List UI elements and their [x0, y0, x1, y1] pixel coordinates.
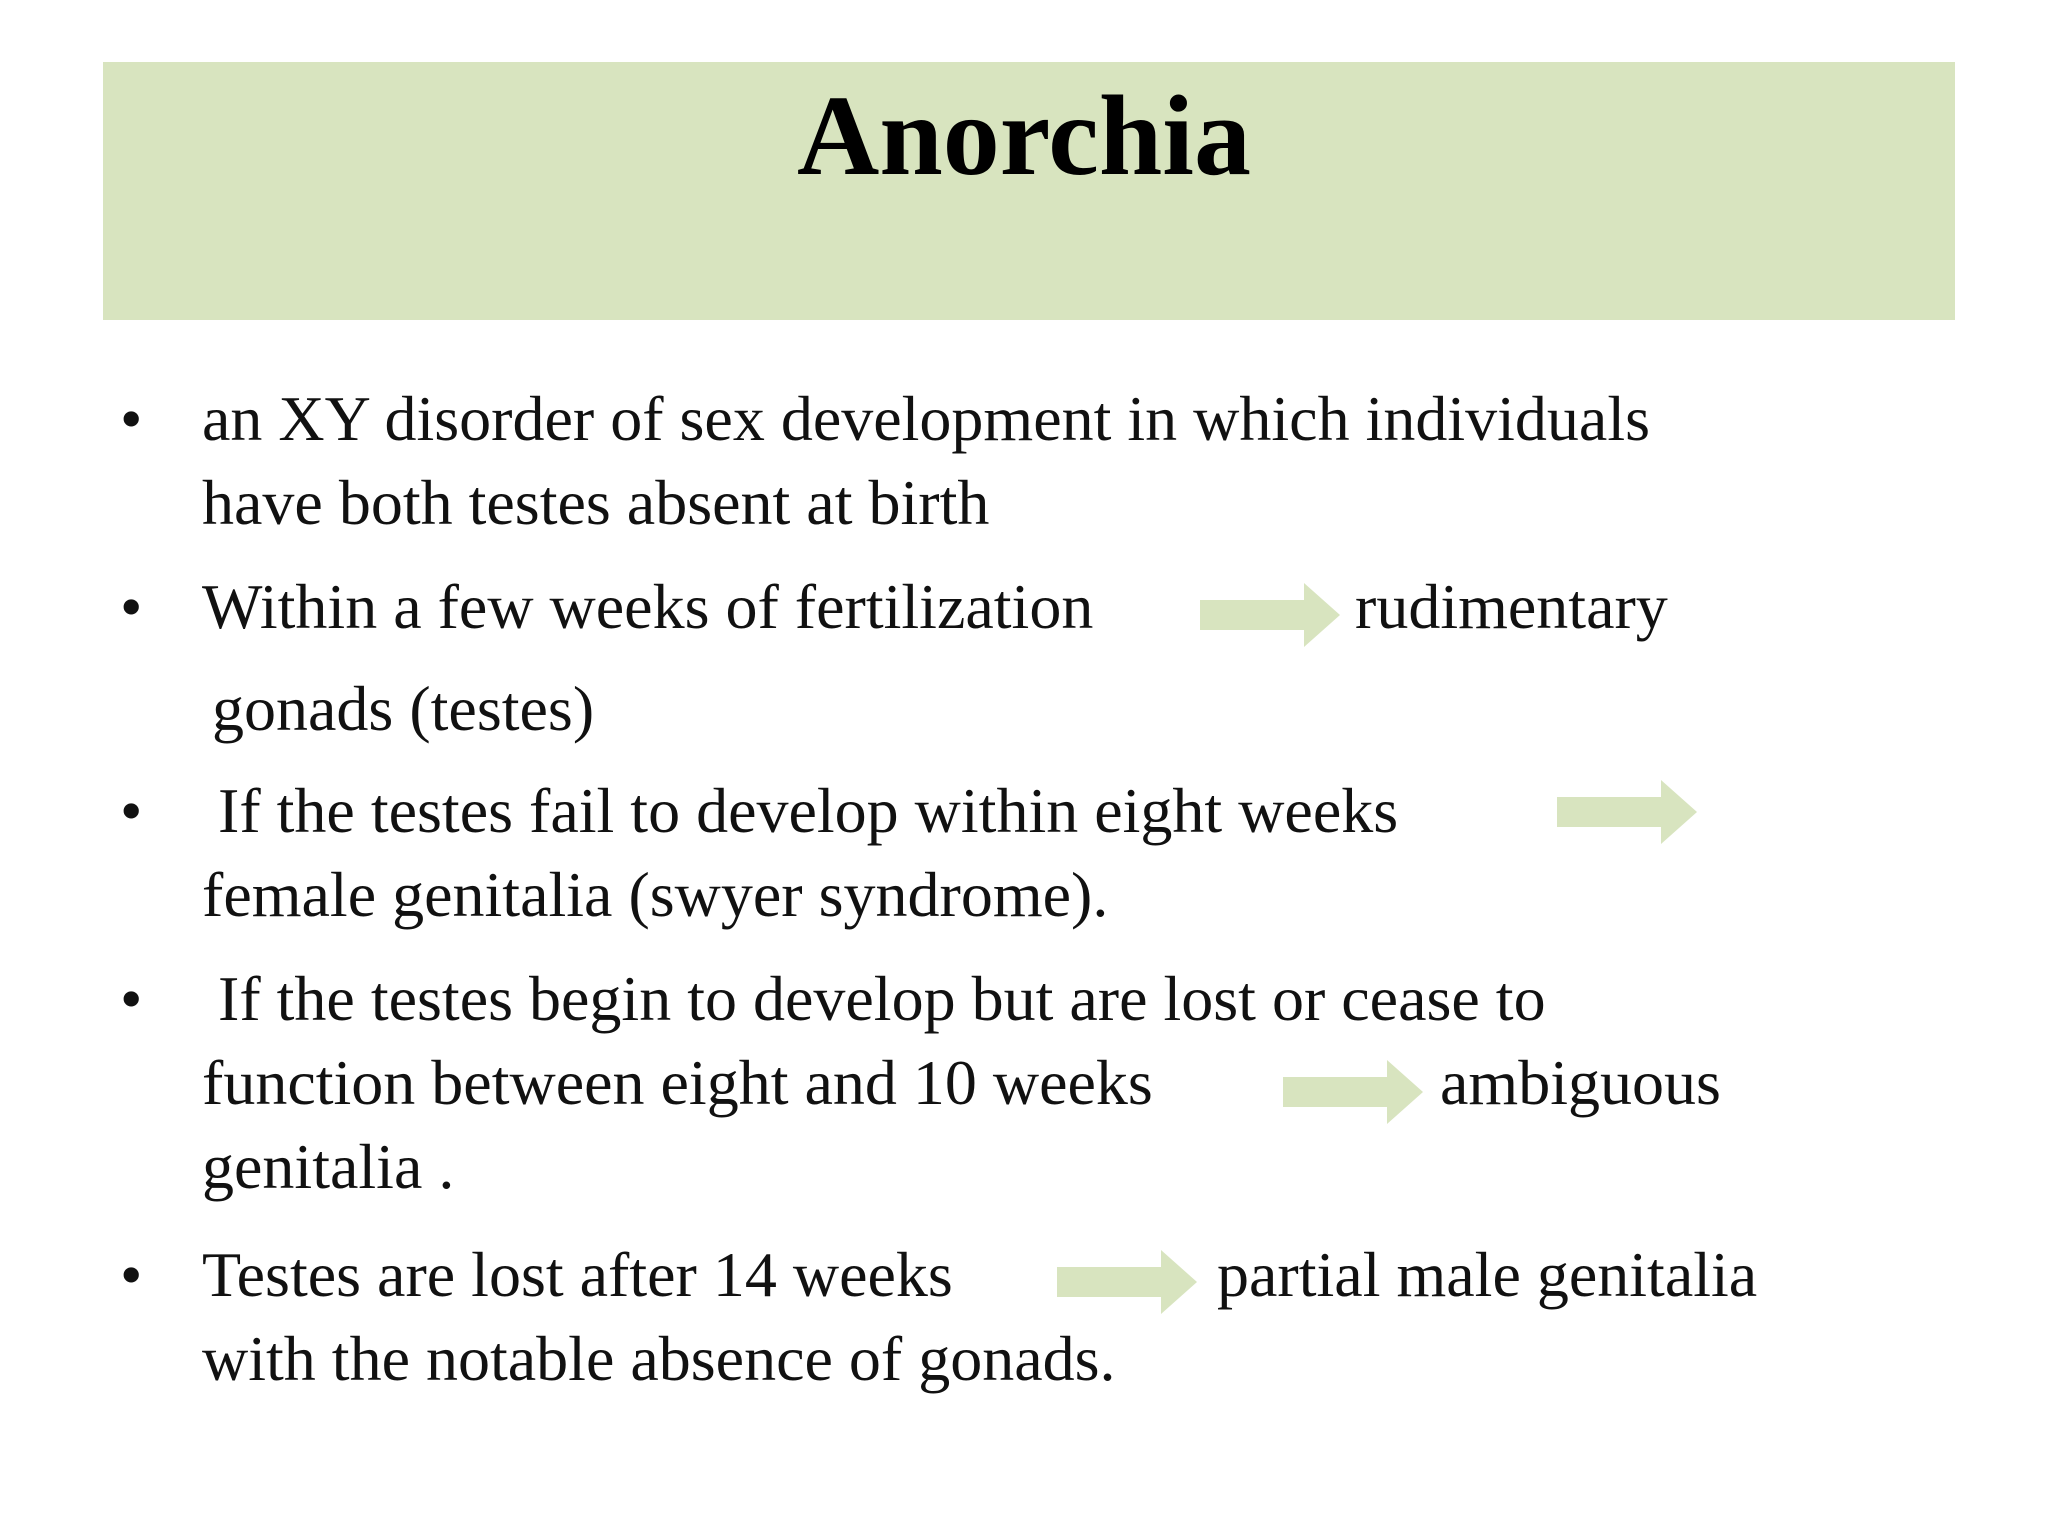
slide-title: Anorchia: [797, 72, 1251, 199]
bullet-marker: •: [120, 775, 143, 846]
right-arrow-icon: [1557, 780, 1697, 844]
bullet-marker: •: [120, 571, 143, 642]
right-arrow-icon: [1200, 583, 1340, 647]
bullet-1-line-2: have both testes absent at birth: [202, 467, 990, 538]
right-arrow-icon: [1283, 1060, 1423, 1124]
bullet-5-text-after-arrow: partial male genitalia: [1217, 1239, 1758, 1310]
bullet-3-text-before-arrow: If the testes fail to develop within eight weeks: [218, 775, 1399, 846]
bullet-2-text-after-arrow: rudimentary: [1355, 571, 1668, 642]
bullet-3-continuation: female genitalia (swyer syndrome).: [202, 859, 1109, 930]
bullet-5-text-before-arrow: Testes are lost after 14 weeks: [202, 1239, 953, 1310]
bullet-1-line-1: an XY disorder of sex development in which individuals: [202, 383, 1650, 454]
bullet-marker: •: [120, 383, 143, 454]
bullet-4-text-after-arrow: ambiguous: [1440, 1047, 1721, 1118]
right-arrow-icon: [1057, 1250, 1197, 1314]
bullet-4-continuation: genitalia .: [202, 1131, 455, 1202]
bullet-2-text-before-arrow: Within a few weeks of fertilization: [202, 571, 1094, 642]
bullet-marker: •: [120, 1239, 143, 1310]
bullet-2-continuation: gonads (testes): [212, 673, 595, 744]
bullet-4-text-before-arrow: function between eight and 10 weeks: [202, 1047, 1153, 1118]
bullet-4-line-1: If the testes begin to develop but are lost or cease to: [218, 963, 1546, 1034]
bullet-5-continuation: with the notable absence of gonads.: [202, 1323, 1116, 1394]
bullet-marker: •: [120, 963, 143, 1034]
